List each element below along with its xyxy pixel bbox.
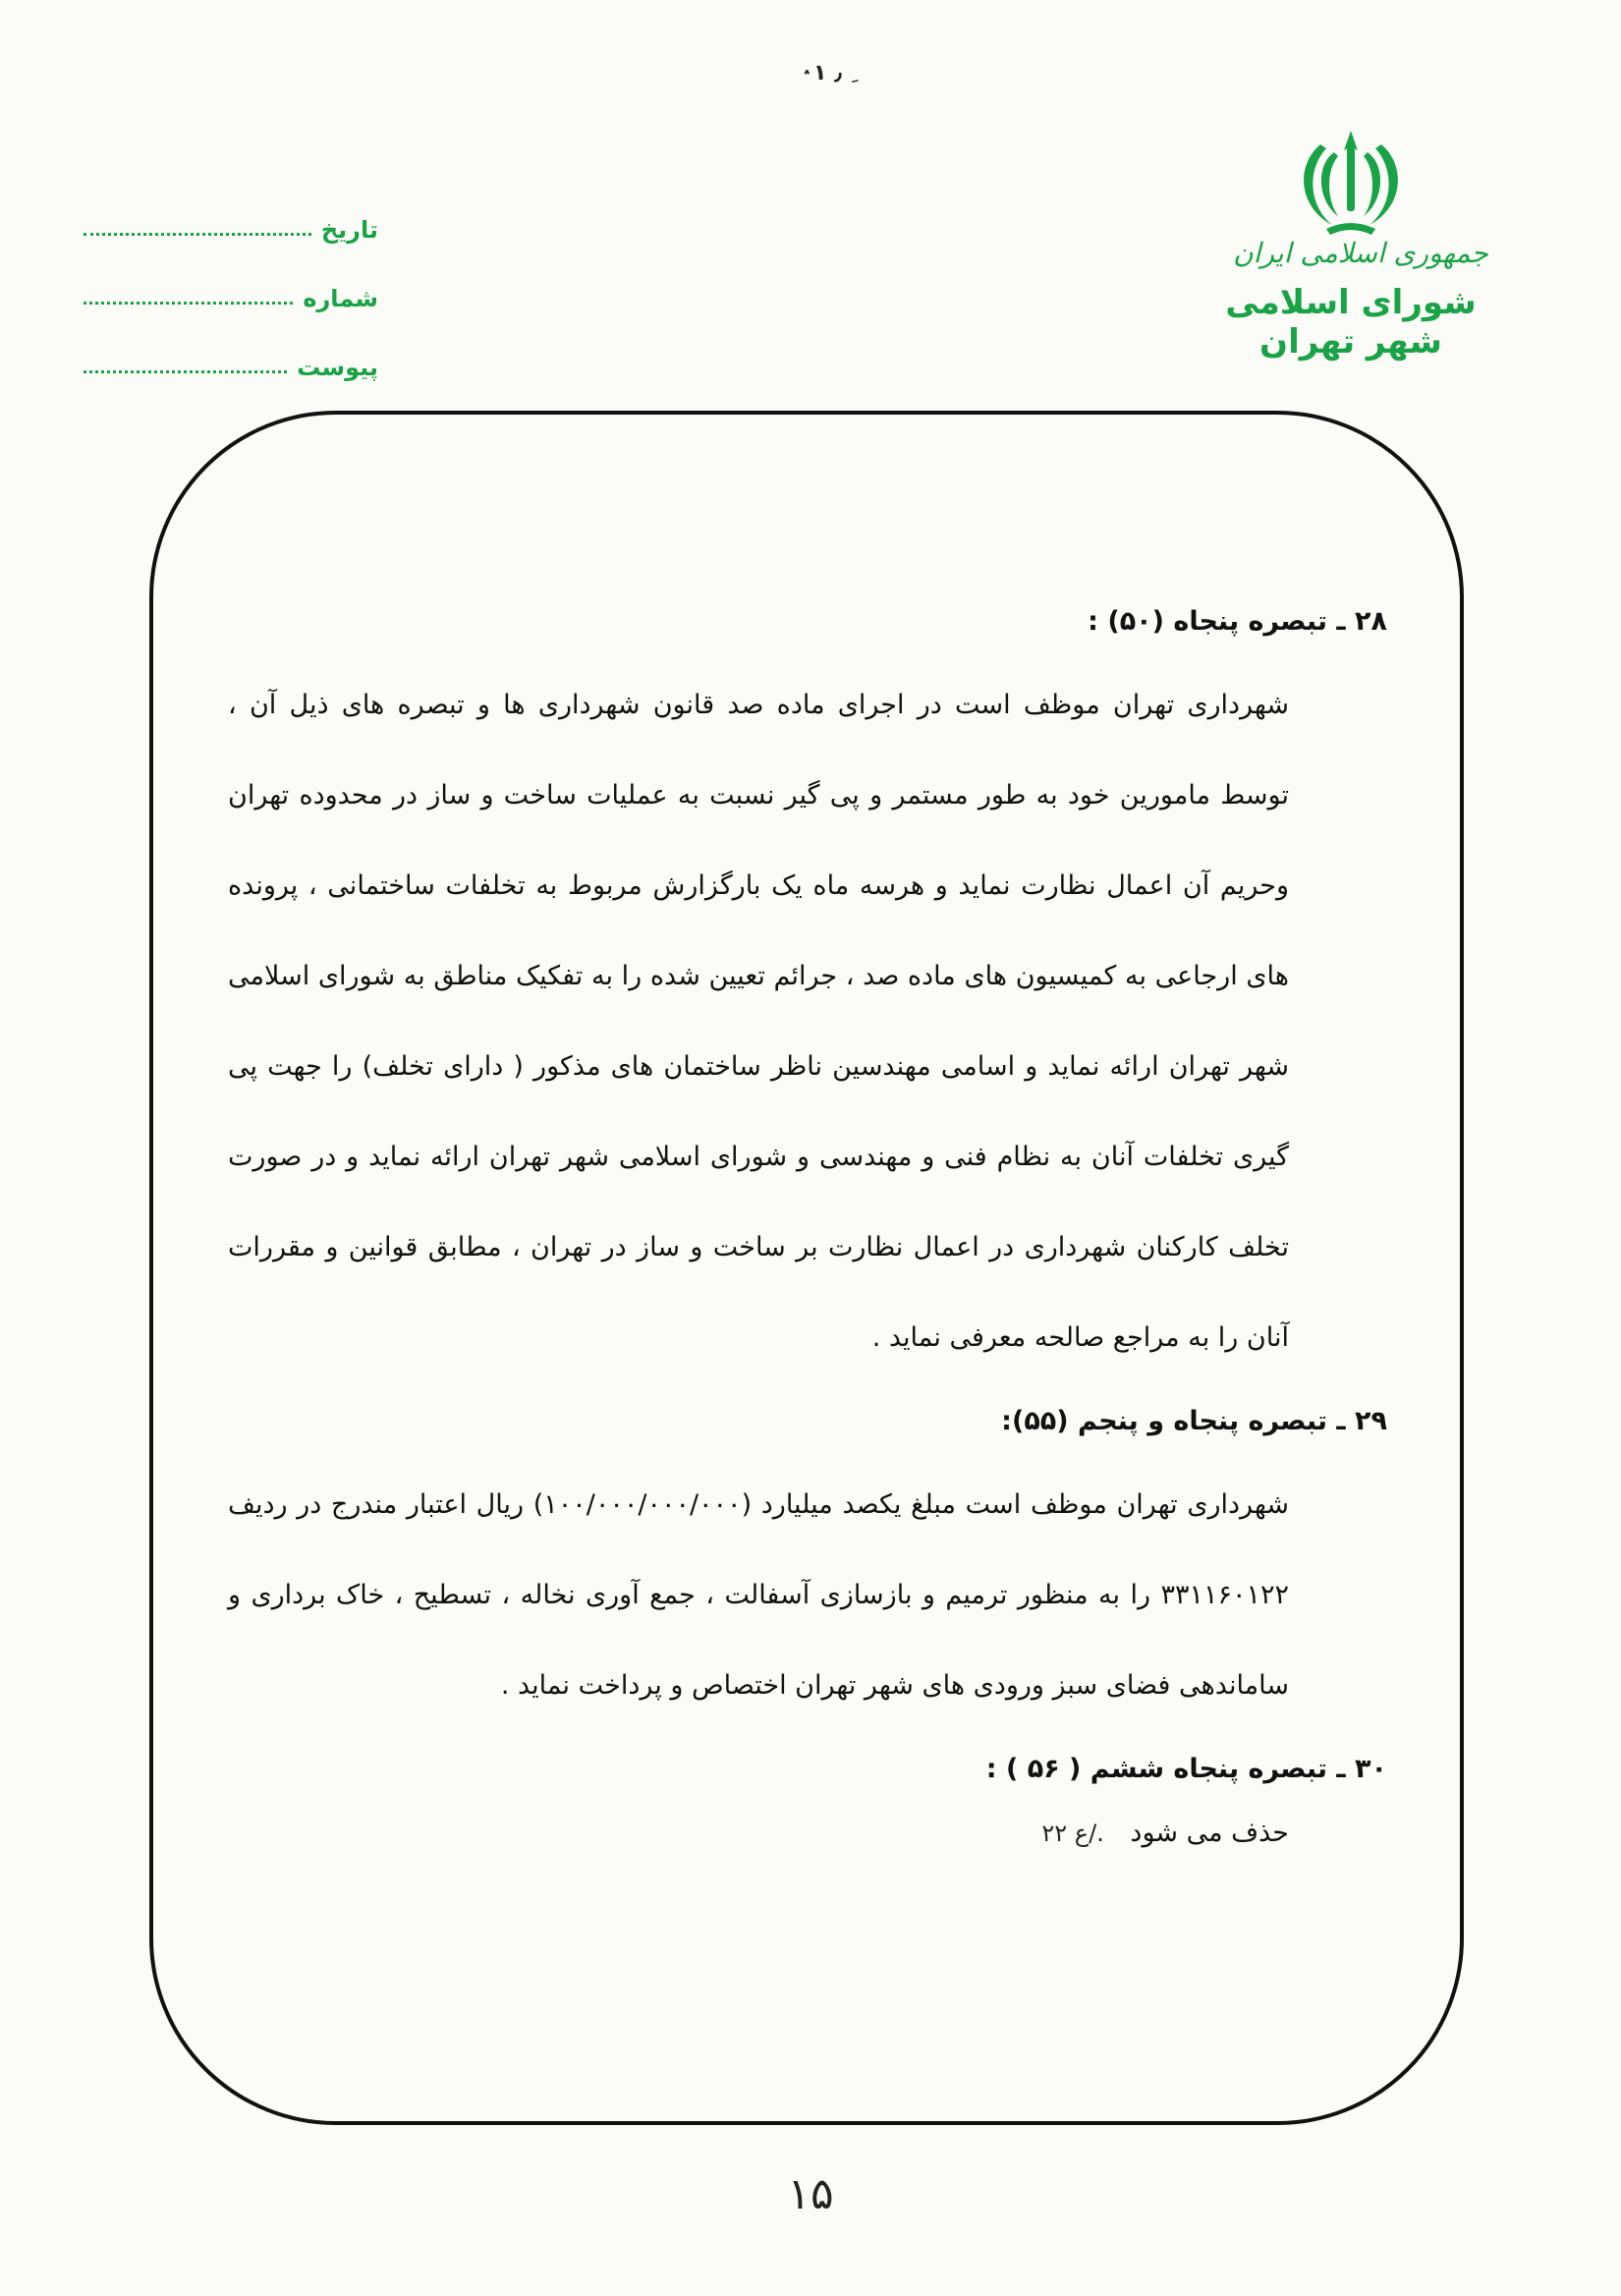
attachment-dotted-line bbox=[84, 370, 287, 373]
date-label: تاریخ bbox=[320, 216, 378, 244]
letter-meta-fields bbox=[84, 175, 378, 381]
removed-note: ./ع ۲۲ bbox=[1041, 1820, 1104, 1847]
page-number: ۱۵ bbox=[787, 2169, 834, 2219]
number-label: شماره bbox=[303, 285, 378, 312]
number-dotted-line bbox=[84, 302, 293, 305]
section-28-paragraph: شهرداری تهران موظف است در اجرای ماده صد قانون شهرداری ها و تبصره های ذیل آن ، توسط مامورین خود به طور مستمر و پی گیر نسبت به عملیات ساخت و ساز در محدوده تهران وحریم آن اعمال نظارت نماید و هرسه ماه یک بارگزارش مربوط به تخلفات ساختمانی ، پرونده های ارجاعی به کمیسیون های ماده صد ، جرائم تعیین شده را به تفکیک مناطق به شورای اسلامی شهر تهران ارائه نماید و اسامی مهندسین ناظر ساختمان های مذکور ( دارای تخلف) را جهت پی گیری تخلفات آنان به نظام فنی و مهندسی و شورای اسلامی شهر تهران ارائه نماید و در صورت تخلف کارکنان شهرداری در اعمال نظارت بر ساخت و ساز در تهران ، مطابق قوانین و مقررات آنان را به مراجع صالحه معرفی نماید . bbox=[228, 690, 1289, 1353]
section-29-paragraph: شهرداری تهران موظف است مبلغ یکصد میلیارد (۱۰۰/۰۰۰/۰۰۰/۰۰۰) ریال اعتبار مندرج در ردیف ۳۳۱۱۶۰۱۲۲ را به منظور ترمیم و بازسازی آسفالت ، جمع آوری نخاله ، تسطیح ، خاک برداری و ساماندهی فضای سبز ورودی های شهر تهران اختصاص و پرداخت نماید . bbox=[228, 1489, 1289, 1701]
section-30-removed bbox=[228, 1798, 1387, 1869]
removed-text: حذف می شود bbox=[1130, 1818, 1289, 1848]
attachment-label: پیوست bbox=[297, 354, 378, 381]
section-29-heading: ۲۹ ـ تبصره پنجاه و پنجم (۵۵): bbox=[1001, 1406, 1387, 1436]
iran-emblem-icon bbox=[1287, 123, 1415, 241]
letterhead-emblem-block bbox=[1184, 123, 1518, 362]
section-28-heading: ۲۸ ـ تبصره پنجاه (۵۰) : bbox=[1088, 606, 1387, 637]
document-body bbox=[228, 593, 1387, 1869]
republic-name: جمهوری اسلامی ایران bbox=[1233, 237, 1488, 269]
section-30-heading: ۳۰ ـ تبصره پنجاه ششم ( ۵۶ ) : bbox=[985, 1754, 1387, 1784]
date-field bbox=[84, 175, 378, 244]
date-dotted-line bbox=[84, 233, 311, 236]
top-marks: ِ ٫ ١ ٛ bbox=[801, 61, 850, 85]
attachment-field bbox=[84, 312, 378, 381]
council-name: شورای اسلامی شهر تهران bbox=[1225, 283, 1477, 362]
number-field bbox=[84, 244, 378, 312]
